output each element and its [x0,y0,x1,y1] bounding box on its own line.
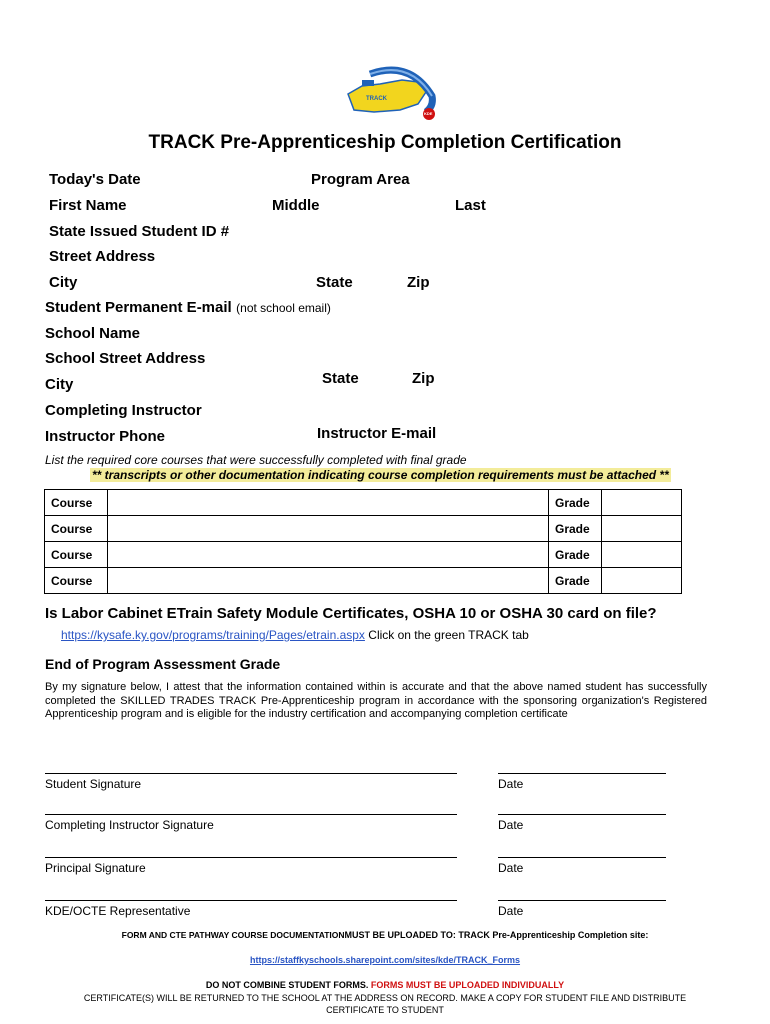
courses-intro: List the required core courses that were successfully completed with final grade [45,453,467,467]
program-area-label: Program Area [311,171,410,188]
kde-date-label: Date [498,904,524,918]
grade-label: Grade [549,516,602,542]
track-logo [340,66,440,126]
certificate-return-line1: CERTIFICATE(S) WILL BE RETURNED TO THE SCHOOL AT THE ADDRESS ON RECORD. MAKE A COPY FOR STUDENT FILE AND DISTRIBUTE [83,993,687,1003]
courses-attachment-note: ** transcripts or other documentation indicating course completion requirements must be attached ** [92,468,669,482]
course-input-cell[interactable] [108,568,549,594]
courses-table [44,489,682,594]
school-city-label: City [45,376,74,393]
course-input-cell[interactable] [108,542,549,568]
student-signature-line[interactable] [45,773,457,774]
upload-instructions-part1: FORM AND CTE PATHWAY COURSE DOCUMENTATION [121,930,345,940]
assessment-heading: End of Program Assessment Grade [45,656,281,672]
instructor-email-label: Instructor E-mail [317,425,437,442]
instructor-date-line[interactable] [498,814,666,815]
course-input-cell[interactable] [108,490,549,516]
combine-warning-red: FORMS MUST BE UPLOADED INDIVIDUALLY [370,980,565,990]
course-label: Course [45,490,108,516]
course-label: Course [45,568,108,594]
student-email-note: (not school email) [236,301,331,315]
principal-signature-label: Principal Signature [45,861,146,875]
student-email-label: Student Permanent E-mail [45,299,232,316]
grade-label: Grade [549,542,602,568]
city-label: City [49,274,78,291]
logo-badge-text: KDE [424,111,433,116]
safety-question: Is Labor Cabinet ETrain Safety Module Certificates, OSHA 10 or OSHA 30 card on file? [45,605,657,622]
instructor-signature-line[interactable] [45,814,457,815]
kde-signature-label: KDE/OCTE Representative [45,904,191,918]
student-id-label: State Issued Student ID # [49,223,230,240]
attestation-paragraph: By my signature below, I attest that the information contained within is accurate and that the above named student has successfully completed the SKILLED TRADES TRACK Pre-Apprenticeship program in accordance with the sponsoring organization's Registered Apprenticeship program and is eligible for the industry certification and accompanying completion certificate [45,681,707,720]
last-name-label: Last [455,197,486,214]
kde-date-line[interactable] [498,900,666,901]
sharepoint-link[interactable]: https://staffkyschools.sharepoint.com/sites/kde/TRACK_Forms [249,955,521,965]
street-address-label: Street Address [49,248,156,265]
school-name-label: School Name [45,325,141,342]
course-label: Course [45,542,108,568]
state-label: State [316,274,353,291]
school-street-label: School Street Address [45,350,206,367]
student-date-label: Date [498,777,524,791]
grade-input-cell[interactable] [602,542,682,568]
principal-date-label: Date [498,861,524,875]
kentucky-logo-icon [340,66,440,126]
grade-input-cell[interactable] [602,516,682,542]
school-state-label: State [322,370,359,387]
certificate-return-line2: CERTIFICATE TO STUDENT [326,1005,444,1015]
middle-name-label: Middle [272,197,320,214]
course-input-cell[interactable] [108,516,549,542]
etrain-link[interactable]: https://kysafe.ky.gov/programs/training/Pages/etrain.aspx [61,628,365,642]
zip-label: Zip [407,274,430,291]
student-email-row [45,299,331,317]
course-row [45,568,682,594]
student-signature-label: Student Signature [45,777,142,791]
first-name-label: First Name [49,197,127,214]
grade-label: Grade [549,568,602,594]
etrain-link-note: Click on the green TRACK tab [368,628,529,642]
grade-label: Grade [549,490,602,516]
school-zip-label: Zip [412,370,435,387]
todays-date-label: Today's Date [49,171,141,188]
kde-signature-line[interactable] [45,900,457,901]
instructor-phone-label: Instructor Phone [45,428,166,445]
grade-input-cell[interactable] [602,490,682,516]
course-row [45,516,682,542]
instructor-date-label: Date [498,818,524,832]
student-date-line[interactable] [498,773,666,774]
upload-instructions [0,930,770,940]
course-row [45,542,682,568]
safety-link-row [61,628,529,642]
principal-signature-line[interactable] [45,857,457,858]
upload-link-row [0,955,770,965]
course-label: Course [45,516,108,542]
course-row [45,490,682,516]
combine-warning-text: DO NOT COMBINE STUDENT FORMS. [205,980,369,990]
combine-warning [0,980,770,990]
instructor-signature-label: Completing Instructor Signature [45,818,214,832]
completing-instructor-label: Completing Instructor [45,402,202,419]
logo-track-text: TRACK [366,96,387,102]
upload-instructions-part2: MUST BE UPLOADED TO: TRACK Pre-Apprenticeship Completion site: [344,930,649,940]
principal-date-line[interactable] [498,857,666,858]
page-title: TRACK Pre-Apprenticeship Completion Certification [148,132,622,153]
grade-input-cell[interactable] [602,568,682,594]
